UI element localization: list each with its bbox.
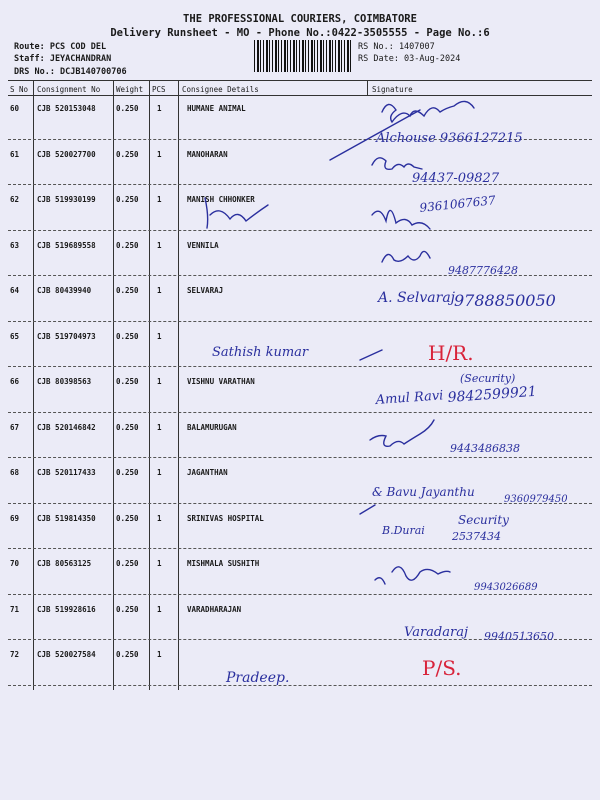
handwritten-name: B.Durai [382, 524, 425, 537]
row-separator [8, 412, 592, 413]
row-consignee: VISHNU VARATHAN [187, 377, 255, 386]
row-weight: 0.250 [116, 149, 139, 159]
handwritten-name: Pradeep. [226, 670, 290, 686]
row-sno: 63 [10, 240, 20, 250]
handwritten-phone: 9360979450 [504, 494, 568, 505]
row-weight: 0.250 [116, 195, 139, 204]
table-row [0, 332, 600, 378]
row-consignment-no: CJB 520117433 [37, 468, 96, 477]
row-separator [8, 457, 592, 458]
row-sno: 67 [10, 422, 20, 432]
row-pcs: 1 [157, 195, 162, 204]
row-consignment-no: CJB 80439940 [37, 286, 92, 295]
row-sno: 60 [10, 104, 20, 113]
route-label: Route: PCS COD DEL [14, 42, 107, 52]
row-weight: 0.250 [116, 240, 139, 250]
row-consignment-no: CJB 519689558 [37, 240, 96, 250]
table-row [0, 650, 600, 696]
row-consignment-no: CJB 80563125 [37, 559, 92, 568]
handwritten-name: A. Selvaraj [378, 290, 455, 306]
table-top-border [8, 80, 592, 81]
handwritten-note: (Security) [460, 372, 516, 385]
row-consignment-no: CJB 520153048 [37, 104, 96, 113]
handwritten-phone: 94437-09827 [412, 171, 500, 186]
col-header-consignment: Consignment No [37, 85, 101, 94]
row-separator [8, 184, 592, 185]
row-pcs: 1 [157, 149, 162, 159]
table-row [0, 468, 600, 514]
table-row [0, 241, 600, 287]
table-row [0, 104, 600, 150]
table-row [0, 423, 600, 469]
row-sno: 66 [10, 377, 20, 386]
col-header-pcs: PCS [152, 85, 166, 94]
handwritten-phone: 2537434 [452, 530, 501, 543]
row-pcs: 1 [157, 559, 162, 568]
col-header-sno: S No [10, 85, 29, 94]
handwritten-name: Sathish kumar [212, 345, 309, 360]
runsheet-subtitle: Delivery Runsheet - MO - Phone No.:0422-3505555 - Page No.:6 [110, 27, 490, 39]
row-consignment-no: CJB 80398563 [37, 377, 92, 386]
row-separator [8, 230, 592, 231]
table-row [0, 559, 600, 605]
row-separator [8, 139, 592, 140]
row-weight: 0.250 [116, 286, 139, 295]
handwritten-phone: 9788850050 [454, 291, 556, 310]
row-weight: 0.250 [116, 377, 139, 386]
handwritten-name: & Bavu Jayanthu [372, 485, 475, 499]
handwritten-phone: 9443486838 [450, 442, 520, 455]
row-consignee: BALAMURUGAN [187, 422, 237, 432]
row-separator [8, 275, 592, 276]
row-weight: 0.250 [116, 559, 139, 568]
row-weight: 0.250 [116, 468, 139, 477]
row-pcs: 1 [157, 377, 162, 386]
row-consignee: VENNILA [187, 240, 219, 250]
drs-label: DRS No.: DCJB140700706 [14, 67, 127, 77]
row-consignee: SELVARAJ [187, 286, 224, 295]
handwritten-phone: 9943026689 [474, 582, 538, 593]
row-sno: 68 [10, 468, 20, 477]
handwritten-phone: 9487776428 [448, 264, 518, 277]
rs-no: RS No.: 1407007 [358, 42, 435, 52]
row-separator [8, 548, 592, 549]
row-pcs: 1 [157, 604, 162, 614]
row-sno: 71 [10, 604, 20, 614]
row-consignee: SRINIVAS HOSPITAL [187, 513, 264, 523]
staff-label: Staff: JEYACHANDRAN [14, 54, 112, 64]
handwritten-note: Security [458, 513, 509, 527]
row-consignee: JAGANTHAN [187, 468, 228, 477]
row-weight: 0.250 [116, 513, 139, 523]
row-consignment-no: CJB 520027700 [37, 149, 96, 159]
row-pcs: 1 [157, 422, 162, 432]
table-row [0, 150, 600, 196]
row-weight: 0.250 [116, 650, 139, 659]
row-pcs: 1 [157, 331, 162, 341]
row-sno: 64 [10, 286, 20, 295]
row-separator [8, 685, 592, 686]
row-weight: 0.250 [116, 422, 139, 432]
row-consignee: MISHMALA SUSHITH [187, 559, 260, 568]
row-weight: 0.250 [116, 104, 139, 113]
handwritten-phone: Alchouse 9366127215 [376, 131, 523, 146]
row-pcs: 1 [157, 468, 162, 477]
col-header-signature: Signature [372, 85, 413, 94]
table-header-border [8, 95, 592, 96]
row-sno: 69 [10, 513, 20, 523]
row-pcs: 1 [157, 513, 162, 523]
handwritten-mark: H/R. [428, 341, 474, 365]
row-weight: 0.250 [116, 331, 139, 341]
col-header-weight: Weight [116, 85, 144, 94]
table-row [0, 514, 600, 560]
row-consignment-no: CJB 519930199 [37, 195, 96, 204]
rs-date: RS Date: 03-Aug-2024 [358, 54, 461, 64]
row-pcs: 1 [157, 650, 162, 659]
row-consignee: MANOHARAN [187, 149, 228, 159]
row-consignee: HUMANE ANIMAL [187, 104, 246, 113]
row-consignee: MANISH CHHONKER [187, 195, 255, 204]
handwritten-mark: P/S. [422, 656, 462, 680]
row-pcs: 1 [157, 104, 162, 113]
table-row [0, 605, 600, 651]
handwritten-phone: 9842599921 [447, 383, 538, 406]
row-sno: 61 [10, 149, 20, 159]
row-consignment-no: CJB 519704973 [37, 331, 96, 341]
handwritten-phone: 9940513650 [484, 630, 554, 643]
handwritten-name: Varadaraj [404, 625, 468, 640]
handwritten-phone: 9361067637 [418, 193, 497, 215]
row-weight: 0.250 [116, 604, 139, 614]
table-row [0, 195, 600, 241]
row-consignee: VARADHARAJAN [187, 604, 242, 614]
row-separator [8, 594, 592, 595]
table-row [0, 377, 600, 423]
row-separator [8, 503, 592, 504]
row-separator [8, 366, 592, 367]
row-separator [8, 321, 592, 322]
company-title: THE PROFESSIONAL COURIERS, COIMBATORE [183, 13, 417, 25]
row-consignment-no: CJB 520146842 [37, 422, 96, 432]
col-divider [367, 80, 368, 95]
handwritten-name: Amul Ravi [375, 388, 444, 408]
row-separator [8, 639, 592, 640]
row-sno: 62 [10, 195, 20, 204]
row-sno: 65 [10, 331, 20, 341]
table-row [0, 286, 600, 332]
col-header-consignee: Consignee Details [182, 85, 259, 94]
row-pcs: 1 [157, 286, 162, 295]
row-consignment-no: CJB 519814350 [37, 513, 96, 523]
barcode [254, 40, 352, 72]
row-consignment-no: CJB 520027584 [37, 650, 96, 659]
row-consignment-no: CJB 519928616 [37, 604, 96, 614]
row-pcs: 1 [157, 240, 162, 250]
row-sno: 70 [10, 559, 20, 568]
row-sno: 72 [10, 650, 20, 659]
